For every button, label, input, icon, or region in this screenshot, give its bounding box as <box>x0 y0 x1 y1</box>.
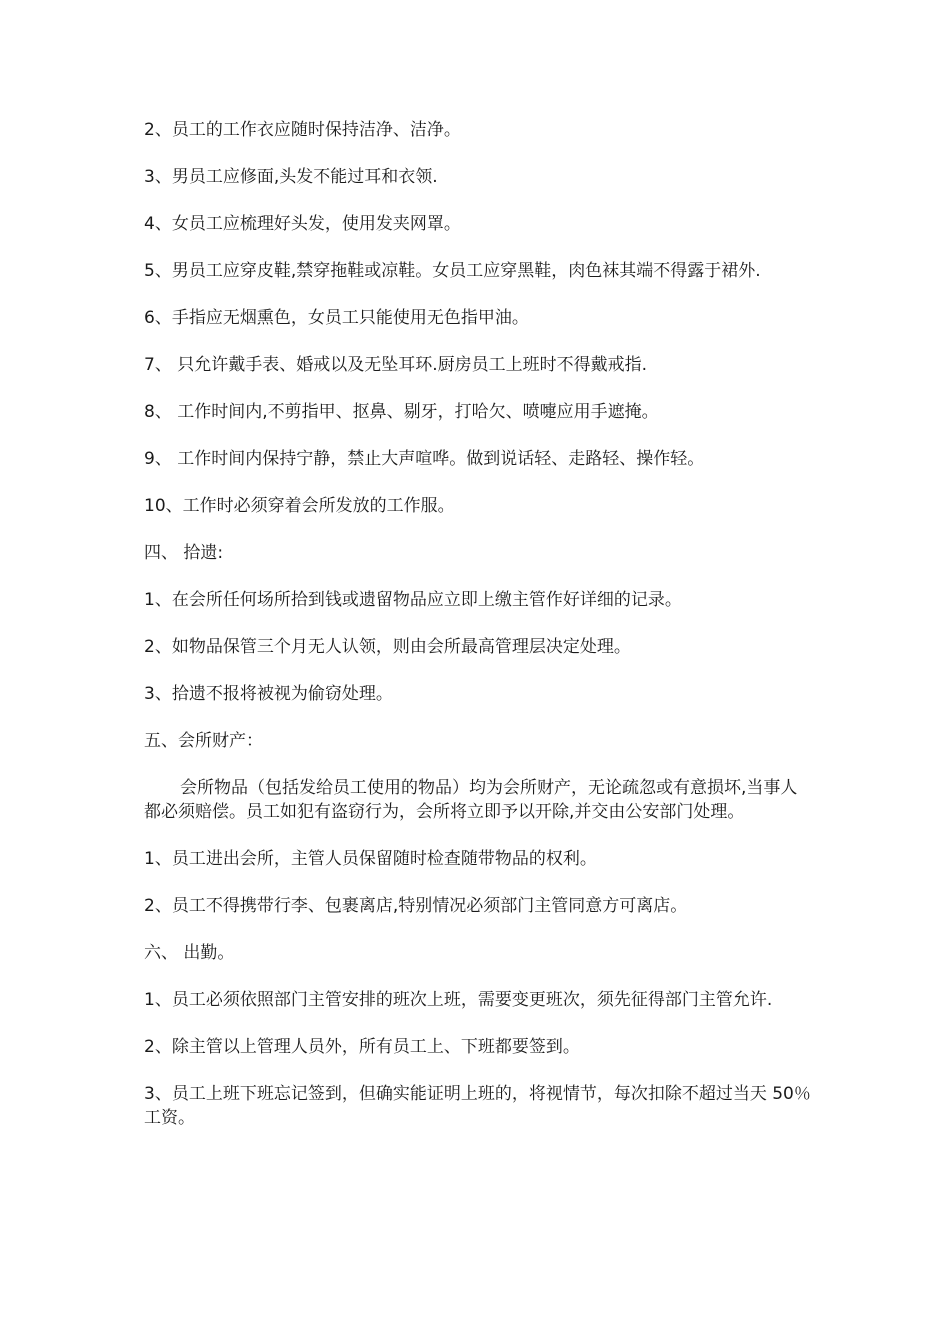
section-heading: 五、会所财产： <box>144 731 263 751</box>
paragraph: 10、工作时必须穿着会所发放的工作服。 <box>144 496 455 516</box>
paragraph: 9、 工作时间内保持宁静，禁止大声喧哗。做到说话轻、走路轻、操作轻。 <box>144 449 705 469</box>
paragraph: 8、 工作时间内,不剪指甲、抠鼻、剔牙，打哈欠、喷嚏应用手遮掩。 <box>144 402 659 422</box>
paragraph: 2、员工不得携带行李、包裹离店,特别情况必须部门主管同意方可离店。 <box>144 896 688 916</box>
paragraph: 2、除主管以上管理人员外，所有员工上、下班都要签到。 <box>144 1037 580 1057</box>
section-heading: 四、 拾遗: <box>144 543 224 563</box>
paragraph: 1、员工必须依照部门主管安排的班次上班，需要变更班次，须先征得部门主管允许. <box>144 990 773 1010</box>
paragraph: 3、拾遗不报将被视为偷窃处理。 <box>144 684 393 704</box>
paragraph: 1、在会所任何场所拾到钱或遗留物品应立即上缴主管作好详细的记录。 <box>144 590 682 610</box>
paragraph: 3、男员工应修面,头发不能过耳和衣领. <box>144 167 438 187</box>
document-body <box>144 118 814 1153</box>
paragraph: 2、如物品保管三个月无人认领，则由会所最高管理层决定处理。 <box>144 637 631 657</box>
section-heading: 六、 出勤。 <box>144 943 235 963</box>
paragraph: 会所物品（包括发给员工使用的物品）均为会所财产，无论疏忽或有意损坏,当事人都必须赔偿。员工如犯有盗窃行为，会所将立即予以开除,并交由公安部门处理。 <box>144 778 798 822</box>
paragraph: 6、手指应无烟熏色，女员工只能使用无色指甲油。 <box>144 308 529 328</box>
paragraph: 5、男员工应穿皮鞋,禁穿拖鞋或凉鞋。女员工应穿黑鞋，肉色袜其端不得露于裙外. <box>144 261 761 281</box>
paragraph: 7、 只允许戴手表、婚戒以及无坠耳环.厨房员工上班时不得戴戒指. <box>144 355 648 375</box>
paragraph: 1、员工进出会所，主管人员保留随时检查随带物品的权利。 <box>144 849 597 869</box>
paragraph: 2、员工的工作衣应随时保持洁净、洁净。 <box>144 120 461 140</box>
paragraph: 4、女员工应梳理好头发，使用发夹网罩。 <box>144 214 461 234</box>
paragraph: 3、员工上班下班忘记签到，但确实能证明上班的，将视情节，每次扣除不超过当天 50％工资。 <box>144 1084 811 1128</box>
